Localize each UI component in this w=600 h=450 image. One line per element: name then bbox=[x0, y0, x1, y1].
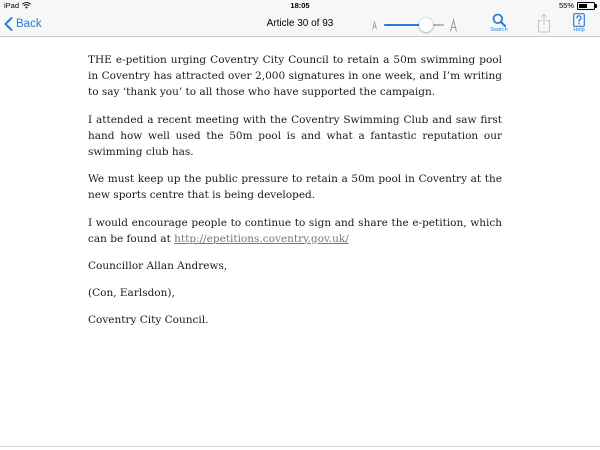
status-bar bbox=[0, 0, 600, 12]
small-text-icon bbox=[372, 20, 377, 30]
signature-affiliation: (Con, Earlsdon), bbox=[88, 287, 175, 299]
clock: 18:05 bbox=[290, 1, 310, 10]
divider bbox=[0, 446, 600, 447]
help-label: Help bbox=[573, 27, 585, 33]
battery-icon bbox=[577, 2, 595, 10]
share-icon bbox=[537, 13, 551, 33]
back-label: Back bbox=[16, 18, 42, 30]
petition-link[interactable]: http://epetitions.coventry.gov.uk/ bbox=[174, 232, 349, 245]
search-label: Search bbox=[490, 27, 508, 33]
battery-tip bbox=[595, 4, 597, 8]
battery-fill bbox=[579, 4, 587, 8]
article-body bbox=[88, 52, 502, 339]
paragraph: THE e-petition urging Coventry City Council to retain a 50m swimming pool in Coventry has attracted over 2,000 signatures in one week, and I’m writing to say ‘thank you’ to all those who have supported the campaign. bbox=[88, 54, 502, 98]
search-icon bbox=[492, 13, 506, 27]
slider-thumb[interactable] bbox=[419, 18, 433, 32]
back-button[interactable] bbox=[4, 15, 42, 33]
chevron-left-icon bbox=[4, 17, 13, 31]
large-text-icon bbox=[450, 18, 457, 32]
signature-name: Councillor Allan Andrews, bbox=[88, 260, 228, 272]
page-title: Article 30 of 93 bbox=[266, 18, 334, 29]
search-button[interactable] bbox=[486, 13, 512, 37]
signature-organization: Coventry City Council. bbox=[88, 314, 209, 326]
paragraph-text: I would encourage people to continue to sign and share the e-petition, which can be found at bbox=[88, 216, 502, 245]
slider-track bbox=[384, 24, 444, 26]
battery-percent: 55% bbox=[558, 1, 574, 10]
help-icon bbox=[573, 13, 585, 27]
share-button[interactable] bbox=[531, 13, 557, 37]
help-button[interactable] bbox=[566, 13, 592, 37]
paragraph: I attended a recent meeting with the Coventry Swimming Club and saw first hand how well used the 50m pool is and what a fantastic reputation our swimming club has. bbox=[88, 113, 502, 158]
paragraph bbox=[88, 215, 502, 247]
nav-bar bbox=[0, 12, 600, 37]
paragraph: We must keep up the public pressure to retain a 50m pool in Coventry at the new sports centre that is being developed. bbox=[88, 173, 502, 201]
device-name: iPad bbox=[4, 1, 20, 10]
text-size-slider[interactable] bbox=[370, 18, 460, 32]
